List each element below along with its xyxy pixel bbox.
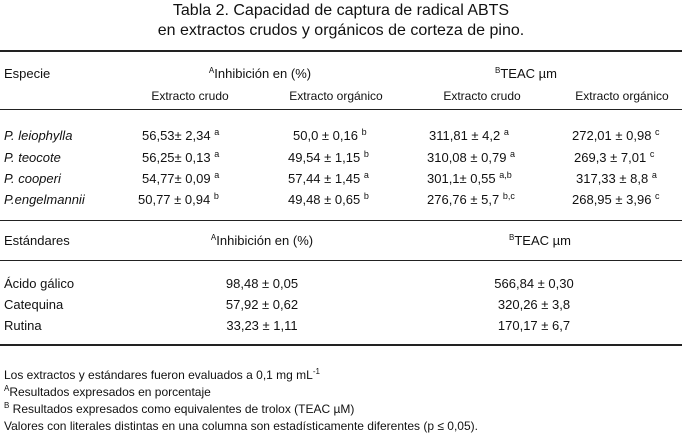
top-rule	[0, 50, 682, 52]
standards-header: Estándares	[4, 233, 70, 248]
cell-organic-inhibition: 57,44 ± 1,45 $^a$	[288, 170, 369, 186]
subheader-crude-2: Extracto crudo	[443, 89, 521, 103]
cell-organic-inhibition: 49,48 ± 0,65 $^b$	[288, 191, 369, 207]
cell-organic-teac: 317,33 ± 8,8 $^a$	[576, 170, 657, 186]
standards-inhibition-header: $^A$Inhibición en (%)	[210, 233, 314, 248]
inhibition-header: $^A$Inhibición en (%)	[208, 66, 312, 81]
species-name: P. cooperi	[4, 171, 61, 186]
standard-teac: 320,26 ± 3,8	[497, 297, 571, 312]
subheader-crude-1: Extracto crudo	[151, 89, 229, 103]
standard-name: Rutina	[4, 318, 42, 333]
standard-inhibition: 57,92 ± 0,62	[225, 297, 299, 312]
standards-teac-header: $^B$TEAC µm	[509, 233, 571, 248]
note-teac: $^B$ Resultados expresados como equivalentes de trolox (TEAC µM)	[4, 401, 355, 416]
cell-crude-teac: 301,1± 0,55 $^{a,b}$	[427, 170, 512, 186]
teac-header: $^B$TEAC µm	[495, 66, 557, 81]
species-bottom-rule	[0, 220, 682, 221]
cell-crude-teac: 310,08 ± 0,79 $^a$	[427, 149, 516, 165]
cell-crude-inhibition: 50,77 ± 0,94 $^b$	[138, 191, 219, 207]
cell-crude-inhibition: 56,53± 2,34 $^a$	[142, 127, 220, 143]
subheader-organic-2: Extracto orgánico	[575, 89, 669, 103]
cell-organic-teac: 272,01 ± 0,98 $^c$	[572, 127, 660, 143]
note-statistics: Valores con literales distintas en una columna son estadísticamente diferentes (p ≤ 0,05).	[4, 419, 478, 433]
standards-header-rule	[0, 260, 682, 261]
species-header: Especie	[4, 66, 51, 81]
cell-organic-inhibition: 49,54 ± 1,15 $^b$	[288, 149, 369, 165]
cell-organic-inhibition: 50,0 ± 0,16 $^b$	[293, 127, 367, 143]
table-title-line1: Tabla 2. Capacidad de captura de radical ABTS	[172, 2, 510, 19]
cell-crude-inhibition: 54,77± 0,09 $^a$	[142, 170, 220, 186]
cell-organic-teac: 268,95 ± 3,96 $^c$	[572, 191, 660, 207]
bottom-rule	[0, 344, 682, 346]
note-percentage: $^A$Resultados expresados en porcentaje	[4, 384, 211, 399]
cell-crude-inhibition: 56,25± 0,13 $^a$	[142, 149, 220, 165]
species-name: P.engelmannii	[4, 192, 85, 207]
note-concentration: Los extractos y estándares fueron evaluados a 0,1 mg $mL^{-1}$	[4, 367, 320, 382]
standard-teac: 170,17 ± 6,7	[497, 318, 571, 333]
cell-crude-teac: 311,81 ± 4,2 $^a$	[429, 127, 509, 143]
cell-organic-teac: 269,3 ± 7,01 $^c$	[574, 149, 655, 165]
cell-crude-teac: 276,76 ± 5,7 $^{b,c}$	[427, 191, 515, 207]
species-name: P. leiophylla	[4, 128, 73, 143]
subheader-organic-1: Extracto orgánico	[289, 89, 383, 103]
standard-inhibition: 98,48 ± 0,05	[225, 276, 299, 291]
table-title-line2: en extractos crudos y orgánicos de corteza de pino.	[157, 22, 525, 39]
species-name: P. teocote	[4, 150, 61, 165]
header-rule	[0, 109, 682, 110]
standard-inhibition: 33,23 ± 1,11	[226, 318, 298, 333]
standard-name: Catequina	[4, 297, 64, 312]
standard-teac: 566,84 ± 0,30	[494, 276, 574, 291]
standard-name: Ácido gálico	[4, 276, 75, 291]
